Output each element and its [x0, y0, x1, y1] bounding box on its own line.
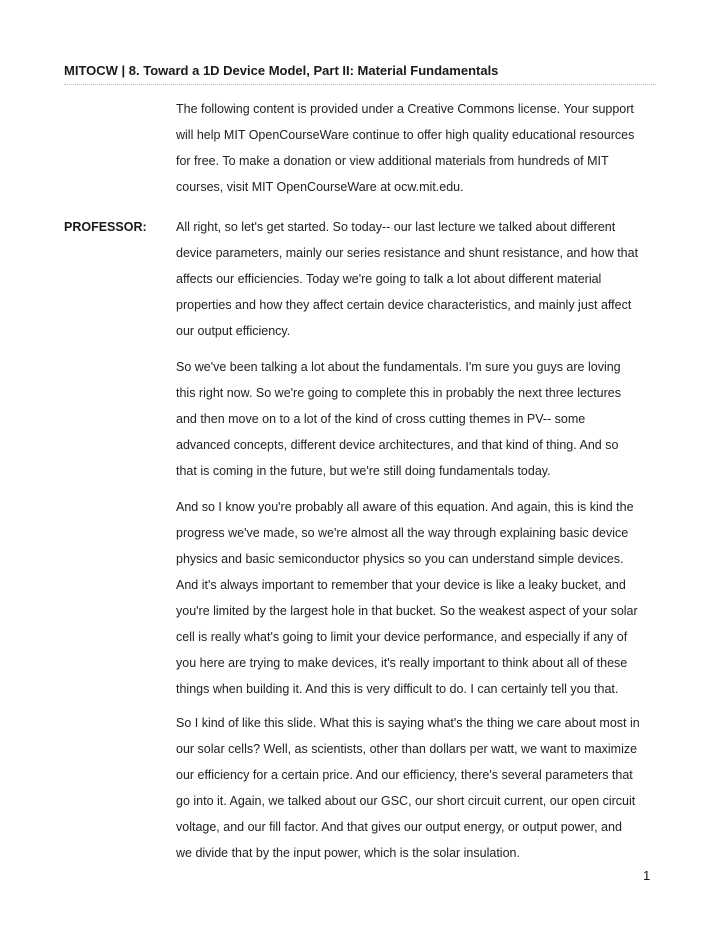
transcript-line: So I kind of like this slide. What this is saying what's the thing we care about most in [176, 716, 640, 730]
transcript-line: you here are trying to make devices, it's really important to think about all of these [176, 656, 628, 670]
transcript-line: things when building it. And this is very difficult to do. I can certainly tell you that. [176, 682, 619, 696]
transcript-line: our efficiency for a certain price. And our efficiency, there's several parameters that [176, 768, 633, 782]
transcript-line: So we've been talking a lot about the fundamentals. I'm sure you guys are loving [176, 360, 621, 374]
transcript-line: our solar cells? Well, as scientists, other than dollars per watt, we want to maximize [176, 742, 638, 756]
transcript-line: go into it. Again, we talked about our GSC, our short circuit current, our open circuit [176, 794, 636, 808]
transcript-line: All right, so let's get started. So today-- our last lecture we talked about different [176, 220, 616, 234]
transcript-line: And it's always important to remember that your device is like a leaky bucket, and [176, 578, 626, 592]
license-notice-line: The following content is provided under a Creative Commons license. Your support [176, 102, 634, 116]
license-notice-line: for free. To make a donation or view additional materials from hundreds of MIT [176, 154, 609, 168]
transcript-paragraph [176, 494, 666, 702]
transcript-line: voltage, and our fill factor. And that gives our output energy, or output power, and [176, 820, 622, 834]
transcript-line: and then move on to a lot of the kind of cross cutting themes in PV-- some [176, 412, 586, 426]
transcript-line: properties and how they affect certain device characteristics, and mainly just affect [176, 298, 632, 312]
transcript-paragraph [176, 710, 666, 866]
title-divider [64, 84, 656, 85]
transcript-line: physics and basic semiconductor physics so you can understand simple devices. [176, 552, 624, 566]
license-notice-line: courses, visit MIT OpenCourseWare at ocw.mit.edu. [176, 180, 464, 194]
transcript-line: progress we've made, so we're almost all the way through explaining basic device [176, 526, 629, 540]
speaker-label: PROFESSOR: [64, 220, 147, 234]
document-title: MITOCW | 8. Toward a 1D Device Model, Part II: Material Fundamentals [64, 63, 499, 78]
transcript-line: this right now. So we're going to complete this in probably the next three lectures [176, 386, 621, 400]
license-notice-line: will help MIT OpenCourseWare continue to offer high quality educational resources [176, 128, 635, 142]
page-number: 1 [643, 868, 651, 883]
transcript-line: that is coming in the future, but we're still doing fundamentals today. [176, 464, 551, 478]
transcript-line: affects our efficiencies. Today we're going to talk a lot about different material [176, 272, 602, 286]
transcript-line: device parameters, mainly our series resistance and shunt resistance, and how that [176, 246, 639, 260]
transcript-line: our output efficiency. [176, 324, 291, 338]
transcript-line: And so I know you're probably all aware of this equation. And again, this is kind the [176, 500, 634, 514]
transcript-line: advanced concepts, different device architectures, and that kind of thing. And so [176, 438, 619, 452]
transcript-line: you're limited by the largest hole in that bucket. So the weakest aspect of your solar [176, 604, 638, 618]
transcript-paragraph [176, 214, 666, 344]
license-notice [176, 96, 666, 200]
transcript-line: cell is really what's going to limit your device performance, and especially if any of [176, 630, 628, 644]
transcript-line: we divide that by the input power, which is the solar insulation. [176, 846, 520, 860]
transcript-paragraph [176, 354, 666, 484]
